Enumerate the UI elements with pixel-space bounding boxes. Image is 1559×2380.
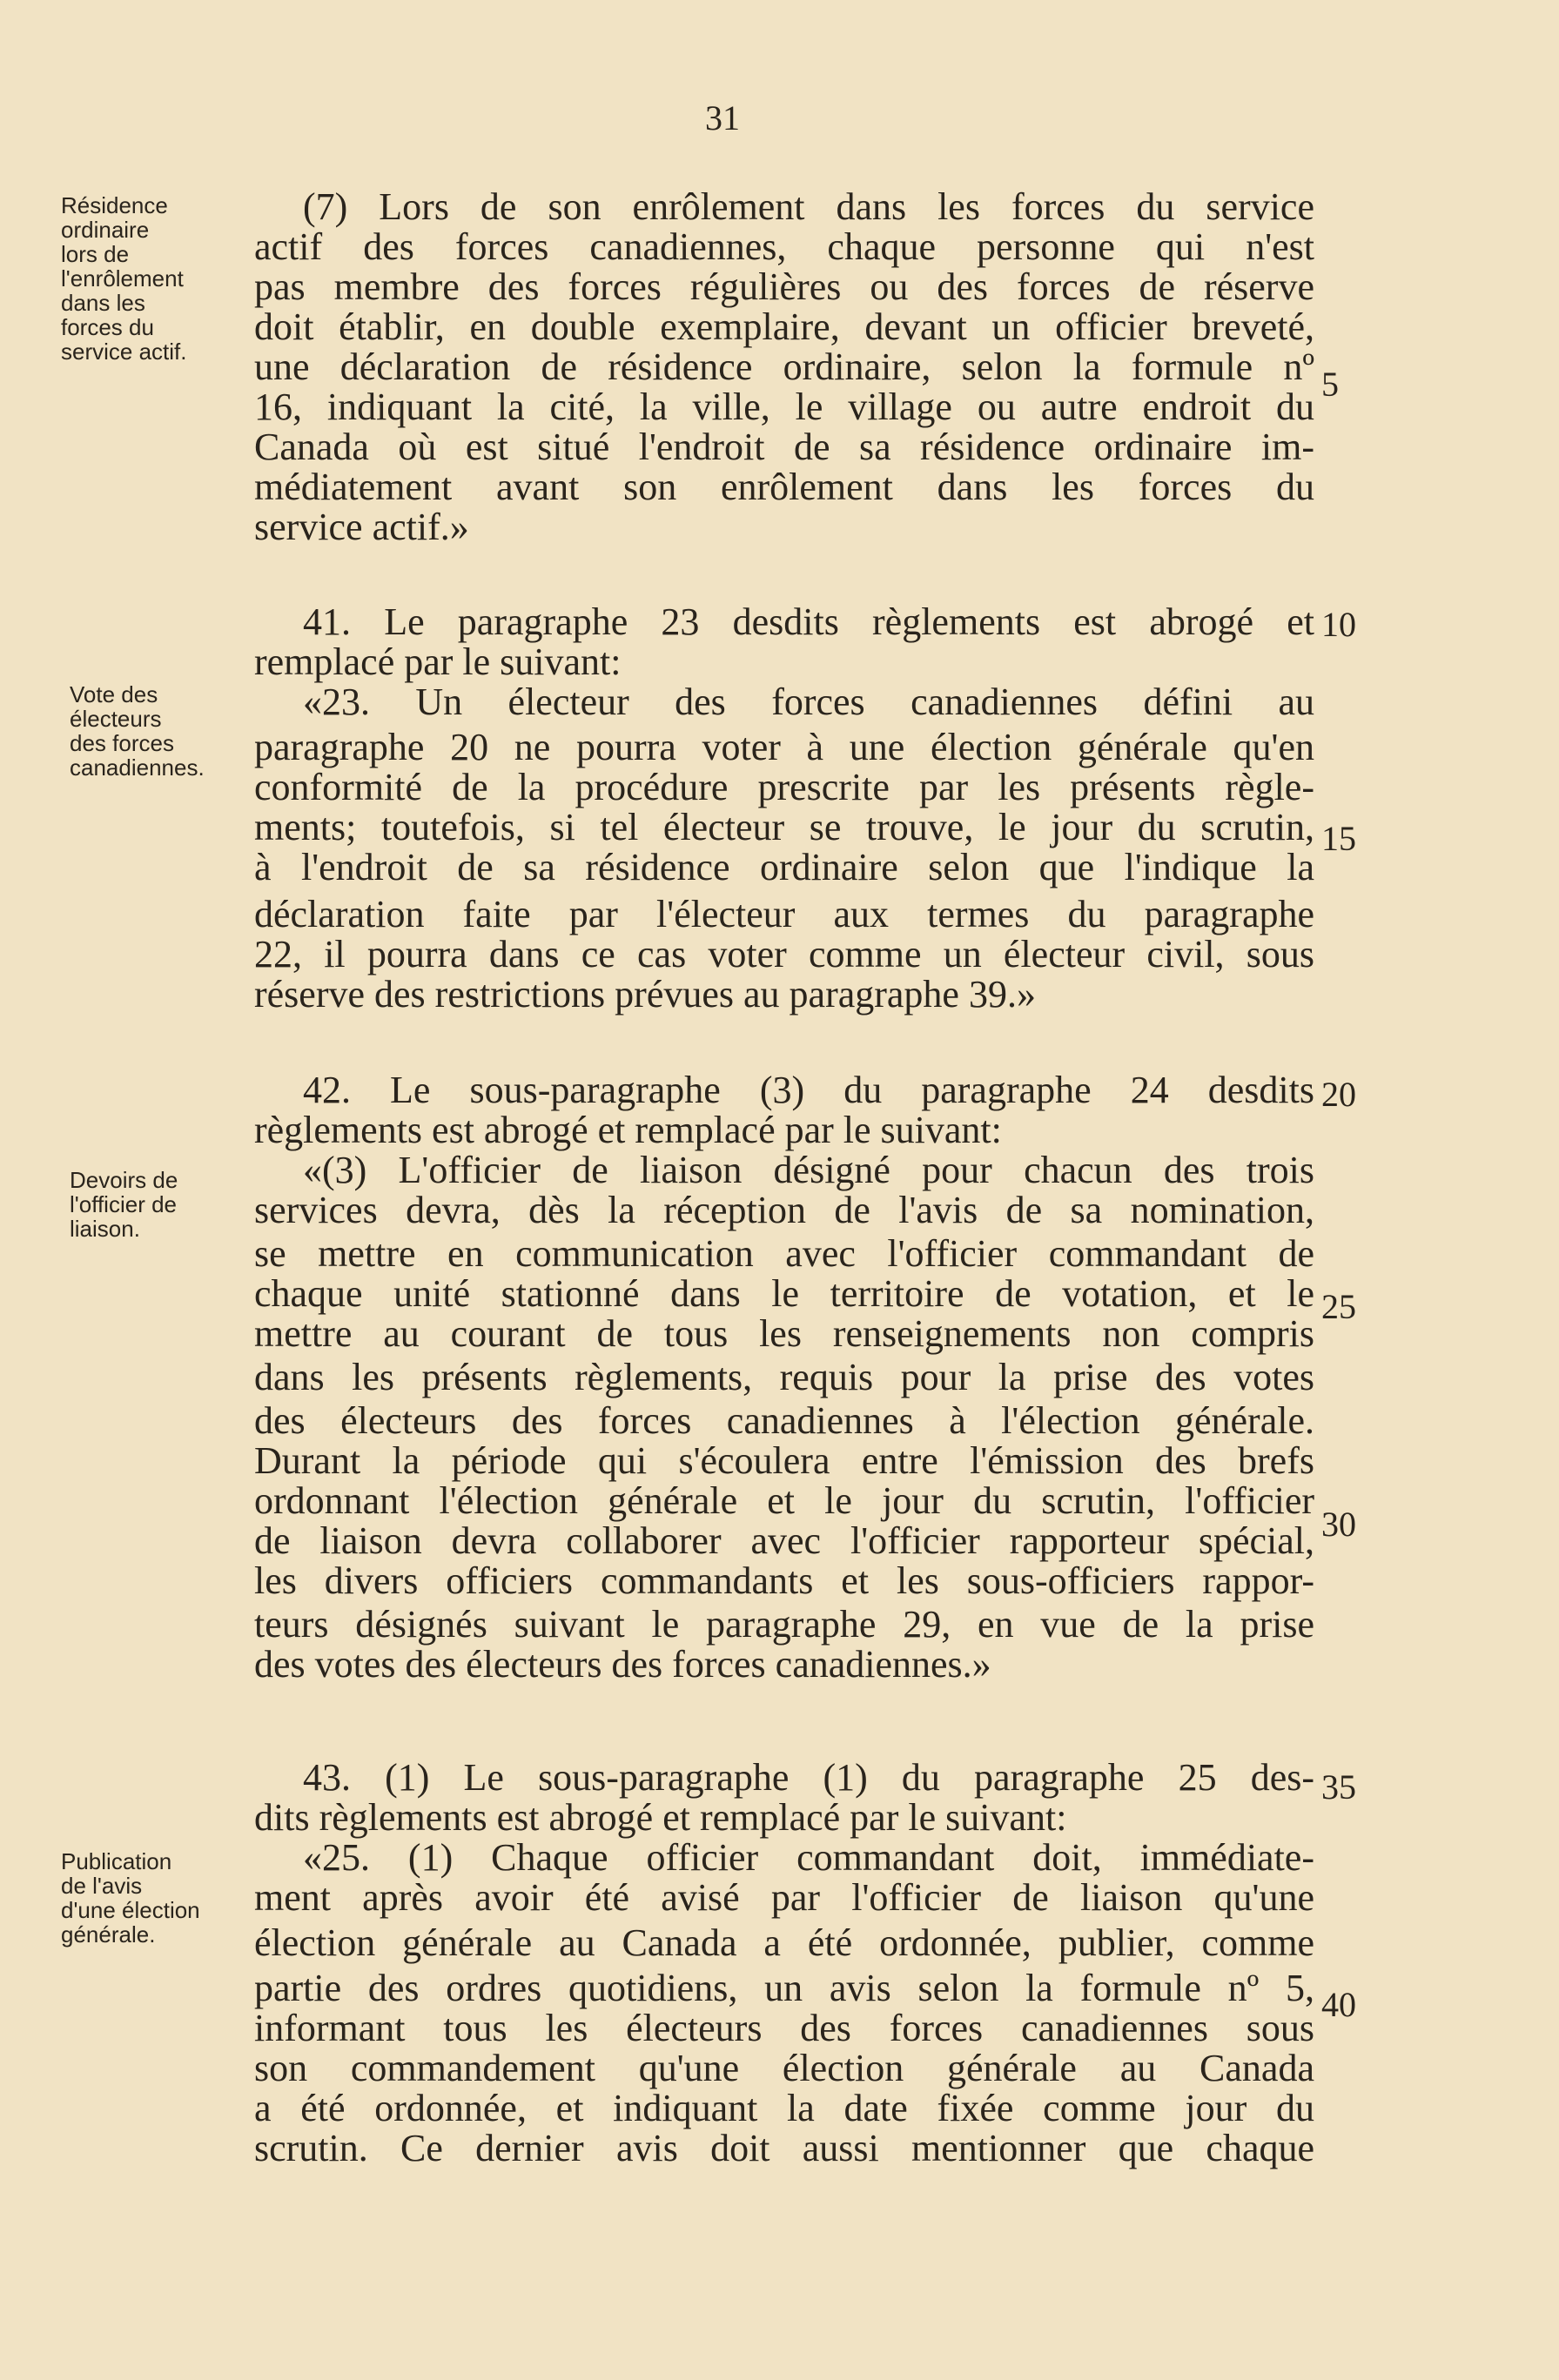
margin-note-line: Publication [61, 1848, 172, 1874]
margin-note-line: des forces [70, 730, 174, 756]
text-line: (7) Lors de son enrôlement dans les forces du service [303, 185, 1314, 228]
margin-note-vote [70, 682, 261, 780]
line-number: 40 [1321, 1985, 1356, 2024]
margin-note-publication [61, 1849, 252, 1947]
text-line: à l'endroit de sa résidence ordinaire selon que l'indique la [254, 846, 1314, 888]
text-line: chaque unité stationné dans le territoire de votation, et le [254, 1272, 1314, 1315]
margin-note-line: l'officier de [70, 1191, 177, 1217]
text-line: des votes des électeurs des forces canadiennes.» [254, 1643, 991, 1686]
margin-note-line: l'enrôlement [61, 265, 184, 292]
text-line: élection générale au Canada a été ordonnée, publier, comme [254, 1921, 1314, 1964]
page-number: 31 [705, 98, 740, 137]
line-number: 5 [1321, 365, 1339, 404]
margin-note-devoirs [70, 1168, 261, 1241]
text-line: dits règlements est abrogé et remplacé par le suivant: [254, 1796, 1067, 1839]
text-line: ordonnant l'élection générale et le jour du scrutin, l'officier [254, 1479, 1314, 1522]
margin-note-line: de l'avis [61, 1873, 143, 1899]
text-line: mettre au courant de tous les renseignements non compris [254, 1312, 1314, 1355]
text-line: scrutin. Ce dernier avis doit aussi mentionner que chaque [254, 2127, 1314, 2169]
line-number: 15 [1321, 819, 1356, 858]
line-number: 10 [1321, 605, 1356, 644]
line-number: 30 [1321, 1505, 1356, 1544]
text-line: ment après avoir été avisé par l'officier de liaison qu'une [254, 1876, 1314, 1919]
text-line: ments; toutefois, si tel électeur se trouve, le jour du scrutin, [254, 806, 1314, 848]
paragraph-7 [254, 187, 1314, 547]
margin-note-residence [61, 193, 252, 364]
text-line: dans les présents règlements, requis pour la prise des votes [254, 1356, 1314, 1398]
text-line: Canada où est situé l'endroit de sa résidence ordinaire im- [254, 426, 1314, 468]
text-line: 41. Le paragraphe 23 desdits règlements est abrogé et [303, 600, 1314, 643]
text-line: règlements est abrogé et remplacé par le suivant: [254, 1109, 1002, 1151]
text-line: teurs désignés suivant le paragraphe 29, en vue de la prise [254, 1603, 1314, 1646]
text-line: actif des forces canadiennes, chaque personne qui n'est [254, 225, 1314, 268]
margin-note-line: Vote des [70, 681, 158, 707]
line-number: 35 [1321, 1767, 1356, 1807]
text-line: services devra, dès la réception de l'avis de sa nomination, [254, 1189, 1314, 1231]
line-number: 20 [1321, 1075, 1356, 1114]
text-line: a été ordonnée, et indiquant la date fixée comme jour du [254, 2087, 1314, 2129]
section-41 [254, 602, 1314, 1015]
margin-note-line: liaison. [70, 1216, 140, 1242]
text-line: son commandement qu'une élection générale au Canada [254, 2047, 1314, 2089]
text-line: service actif.» [254, 506, 469, 548]
text-line: remplacé par le suivant: [254, 640, 622, 683]
text-line: informant tous les électeurs des forces canadiennes sous [254, 2007, 1314, 2049]
text-line: des électeurs des forces canadiennes à l'élection générale. [254, 1399, 1314, 1442]
text-line: «23. Un électeur des forces canadiennes défini au [303, 680, 1314, 723]
text-line: médiatement avant son enrôlement dans les forces du [254, 466, 1314, 508]
text-line: 43. (1) Le sous-paragraphe (1) du paragraphe 25 des- [303, 1756, 1314, 1799]
margin-note-line: dans les [61, 290, 145, 316]
margin-note-line: électeurs [70, 706, 162, 732]
text-line: se mettre en communication avec l'officier commandant de [254, 1232, 1314, 1275]
text-line: Durant la période qui s'écoulera entre l'émission des brefs [254, 1439, 1314, 1482]
margin-note-line: forces du [61, 314, 154, 340]
margin-note-line: Résidence [61, 192, 168, 218]
text-line: pas membre des forces régulières ou des forces de réserve [254, 265, 1314, 308]
text-line: une déclaration de résidence ordinaire, selon la formule nº [254, 345, 1314, 388]
margin-note-line: service actif. [61, 339, 187, 365]
text-line: paragraphe 20 ne pourra voter à une élection générale qu'en [254, 726, 1314, 768]
margin-note-line: ordinaire [61, 217, 150, 243]
line-number: 25 [1321, 1287, 1356, 1326]
text-line: conformité de la procédure prescrite par les présents règle- [254, 766, 1314, 808]
text-line: réserve des restrictions prévues au paragraphe 39.» [254, 973, 1036, 1016]
text-line: 42. Le sous-paragraphe (3) du paragraphe 24 desdits [303, 1069, 1314, 1111]
margin-note-line: générale. [61, 1921, 156, 1948]
section-43 [254, 1758, 1314, 2169]
text-line: déclaration faite par l'électeur aux termes du paragraphe [254, 893, 1314, 935]
text-line: doit établir, en double exemplaire, devant un officier breveté, [254, 305, 1314, 348]
text-line: 16, indiquant la cité, la ville, le village ou autre endroit du [254, 385, 1314, 428]
margin-note-line: d'une élection [61, 1897, 200, 1923]
margin-note-line: Devoirs de [70, 1167, 178, 1193]
text-line: «(3) L'officier de liaison désigné pour chacun des trois [303, 1149, 1314, 1191]
text-line: 22, il pourra dans ce cas voter comme un électeur civil, sous [254, 933, 1314, 975]
text-line: les divers officiers commandants et les sous-officiers rappor- [254, 1559, 1314, 1602]
section-42 [254, 1070, 1314, 1685]
text-line: partie des ordres quotidiens, un avis selon la formule nº 5, [254, 1967, 1314, 2009]
text-line: de liaison devra collaborer avec l'officier rapporteur spécial, [254, 1519, 1314, 1562]
margin-note-line: lors de [61, 241, 130, 267]
text-line: «25. (1) Chaque officier commandant doit, immédiate- [303, 1836, 1314, 1879]
margin-note-line: canadiennes. [70, 754, 205, 781]
